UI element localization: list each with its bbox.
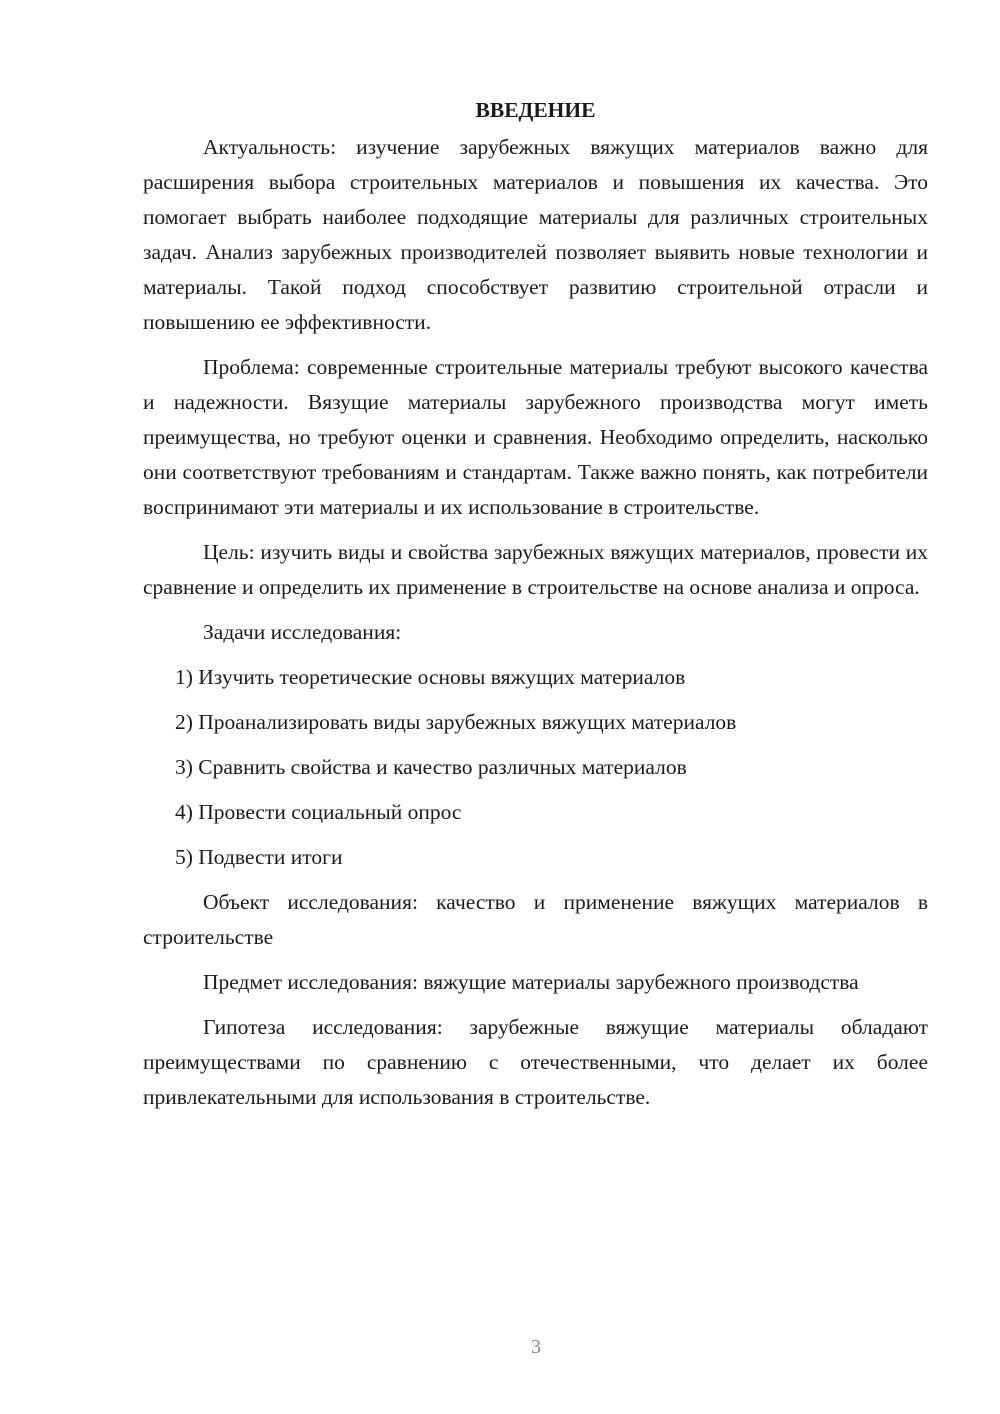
relevance-paragraph: Актуальность: изучение зарубежных вяжущих материалов важно для расширения выбора строительных материалов и повышения их качества. Это помогает выбрать наиболее подходящие материалы для различных строительных задач. Анализ зарубежных производителей позволяет выявить новые технологии и материалы. Такой подход способствует развитию строительной отрасли и повышению ее эффективности. xyxy=(143,135,928,334)
tasks-list xyxy=(143,660,928,875)
list-item: 4) Провести социальный опрос xyxy=(175,800,462,824)
object-paragraph: Объект исследования: качество и применение вяжущих материалов в строительстве xyxy=(143,890,928,949)
tasks-label: Задачи исследования: xyxy=(203,620,402,644)
section-title: ВВЕДЕНИЕ xyxy=(475,98,596,122)
page-number: 3 xyxy=(531,1336,541,1358)
problem-paragraph: Проблема: современные строительные материалы требуют высокого качества и надежности. Вязущие материалы зарубежного производства могут иметь преимущества, но требуют оценки и сравнения. Необходимо определить, насколько они соответствуют требованиям и стандартам. Также важно понять, как потребители воспринимают эти материалы и их использование в строительстве. xyxy=(143,355,928,519)
hypothesis-paragraph: Гипотеза исследования: зарубежные вяжущие материалы обладают преимуществами по сравнению с отечественными, что делает их более привлекательными для использования в строительстве. xyxy=(143,1015,928,1109)
list-item: 3) Сравнить свойства и качество различных материалов xyxy=(175,755,687,779)
list-item: 5) Подвести итоги xyxy=(175,845,343,869)
subject-paragraph: Предмет исследования: вяжущие материалы зарубежного производства xyxy=(203,970,859,994)
list-item: 1) Изучить теоретические основы вяжущих материалов xyxy=(175,665,686,689)
list-item: 2) Проанализировать виды зарубежных вяжущих материалов xyxy=(175,710,737,734)
goal-paragraph: Цель: изучить виды и свойства зарубежных вяжущих материалов, провести их сравнение и определить их применение в строительстве на основе анализа и опроса. xyxy=(143,540,928,599)
document-body xyxy=(143,93,928,1125)
